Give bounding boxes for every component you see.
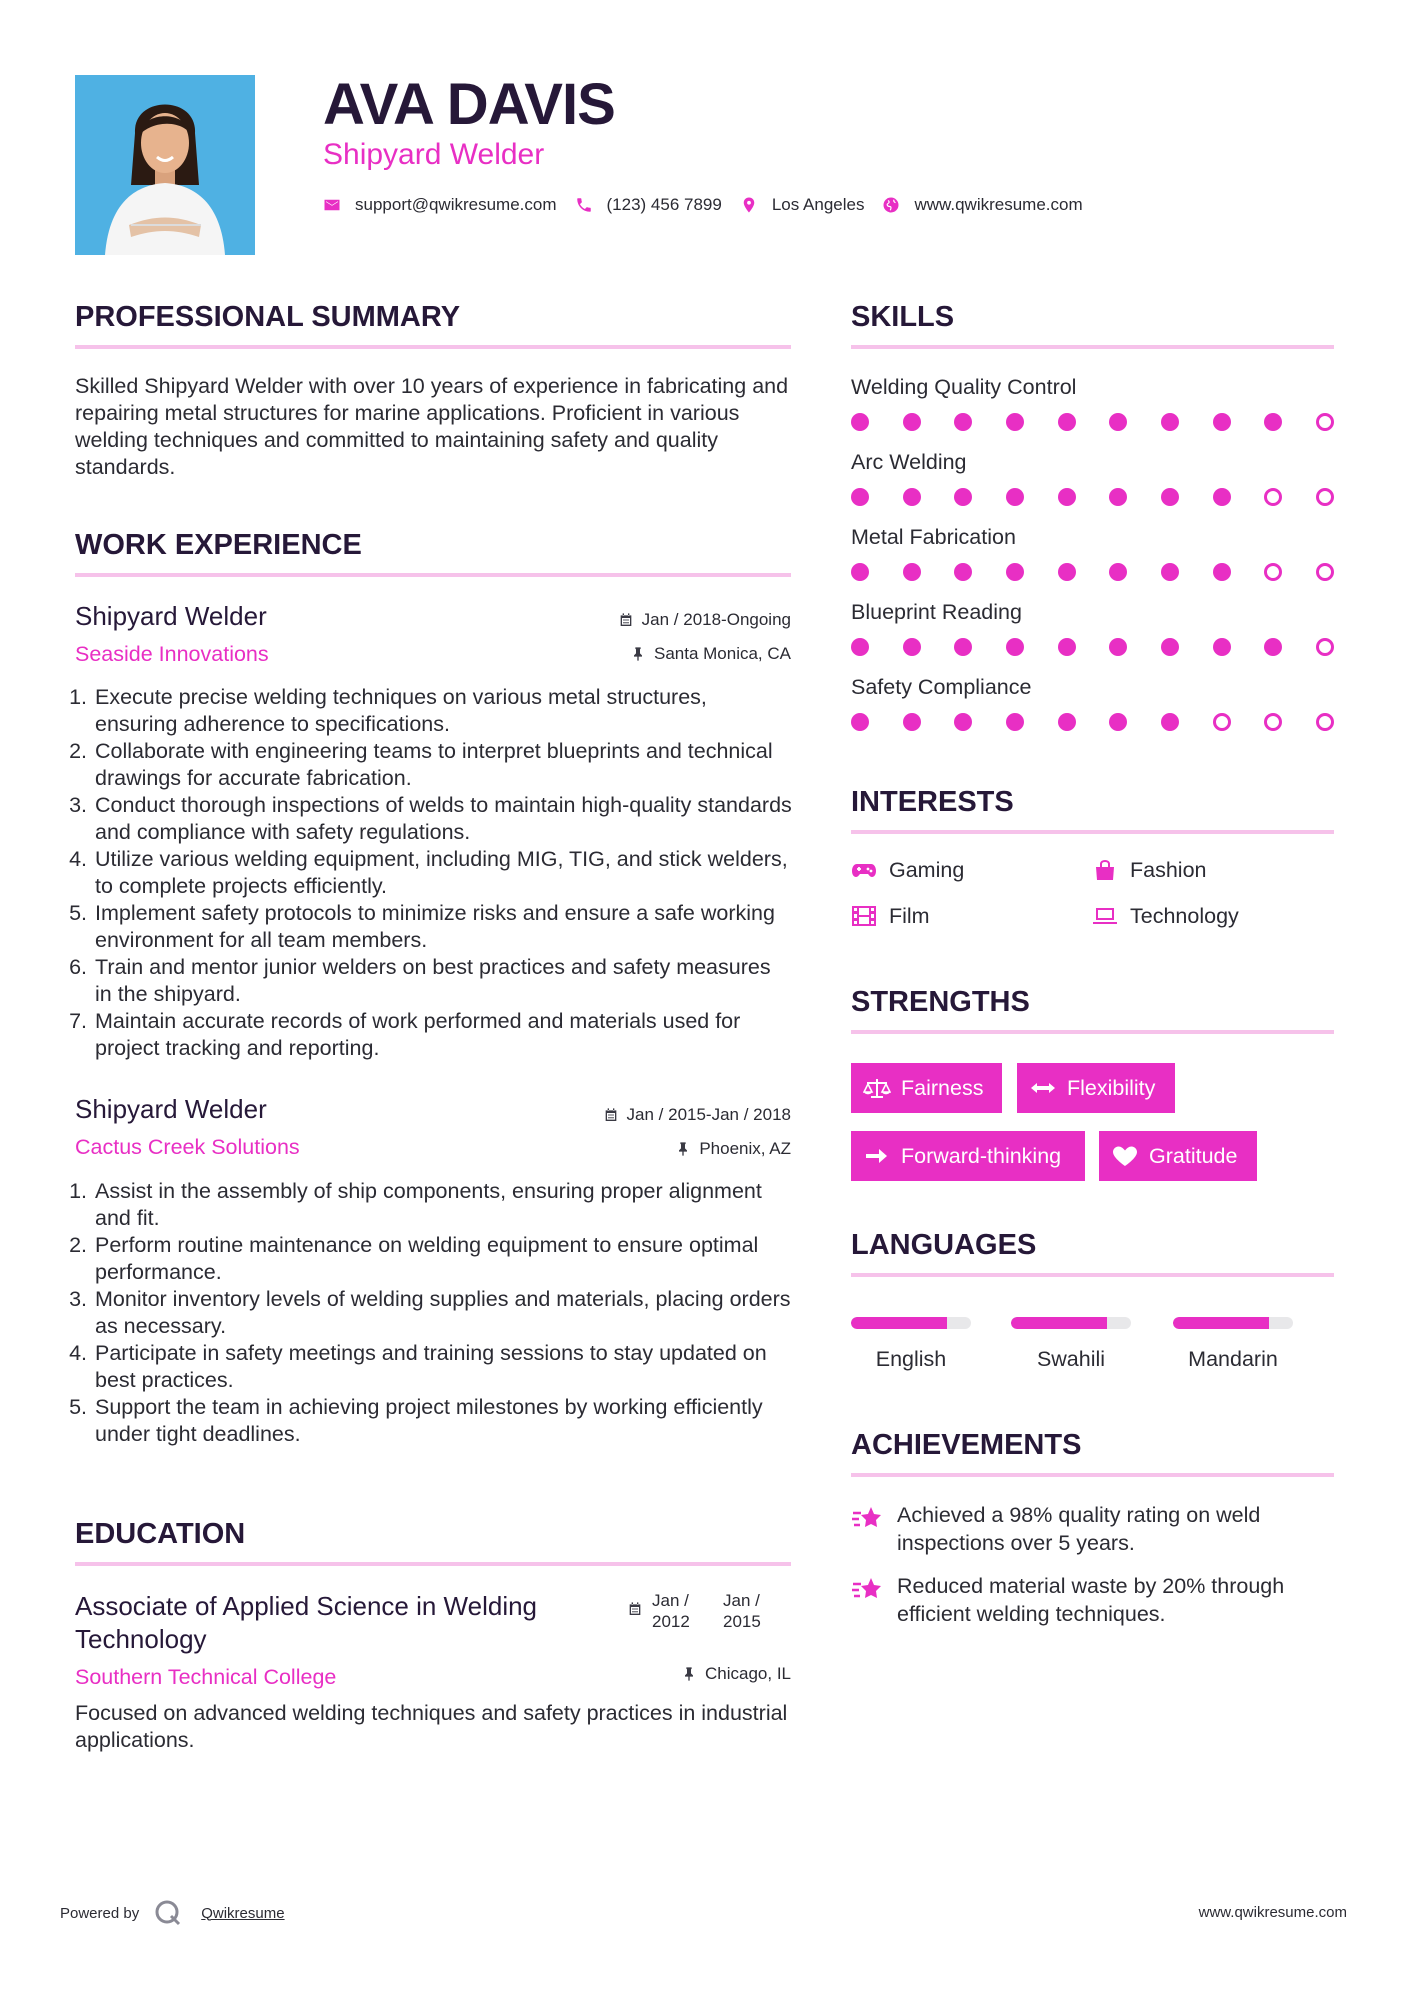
- globe-icon: [882, 196, 900, 214]
- skill-dot-filled: [1058, 413, 1076, 431]
- skill-dot-filled: [1213, 563, 1231, 581]
- job-1-duty: 3. Conduct thorough inspections of welds to maintain high-quality standards and compliance with safety regulations.: [93, 792, 793, 846]
- skill-dot-filled: [1213, 638, 1231, 656]
- skill-dot-filled: [903, 713, 921, 731]
- skill-dot-empty: [1264, 488, 1282, 506]
- skill-dot-filled: [851, 713, 869, 731]
- job-1-dates-text: Jan / 2018-Ongoing: [641, 610, 791, 629]
- achievement-text: Achieved a 98% quality rating on weld inspections over 5 years.: [897, 1503, 1261, 1555]
- skill-dot-filled: [1109, 488, 1127, 506]
- job-2-duty: 4. Participate in safety meetings and training sessions to stay updated on best practices.: [93, 1340, 803, 1394]
- achievement-item: [851, 1572, 1334, 1628]
- skill-dot-filled: [1006, 563, 1024, 581]
- skill-dot-filled: [1161, 488, 1179, 506]
- skill-dot-empty: [1316, 638, 1334, 656]
- experience-divider: [75, 573, 791, 577]
- skill-dot-filled: [1109, 713, 1127, 731]
- skill-name: Arc Welding: [851, 450, 967, 474]
- languages-divider: [851, 1273, 1334, 1277]
- interest-label: Gaming: [889, 858, 965, 882]
- skills-divider: [851, 345, 1334, 349]
- skill-dot-filled: [1058, 488, 1076, 506]
- job-2-duty: 2. Perform routine maintenance on welding equipment to ensure optimal performance.: [93, 1232, 803, 1286]
- email-text: support@qwikresume.com: [355, 195, 557, 214]
- skill-dot-filled: [954, 413, 972, 431]
- candidate-name: AVA DAVIS: [323, 72, 615, 137]
- powered-by-text: Powered by: [60, 1904, 140, 1922]
- interest-label: Technology: [1130, 904, 1239, 928]
- skill-dot-filled: [1058, 563, 1076, 581]
- interests-divider: [851, 830, 1334, 834]
- shooting-star-icon: [851, 1503, 885, 1533]
- strength-badge: [851, 1131, 1085, 1181]
- education-description: Focused on advanced welding techniques and safety practices in industrial applications.: [75, 1701, 788, 1752]
- skill-dot-filled: [1161, 638, 1179, 656]
- calendar-icon: [618, 612, 634, 628]
- strength-badge: [851, 1063, 1002, 1113]
- language-level-fill: [851, 1317, 947, 1329]
- education-divider: [75, 1562, 791, 1566]
- skill-dot-filled: [1161, 713, 1179, 731]
- edu-location-text: Chicago, IL: [705, 1664, 791, 1683]
- skill-dot-filled: [1109, 563, 1127, 581]
- strength-badge: [1099, 1131, 1257, 1181]
- skill-dot-filled: [954, 563, 972, 581]
- portrait-illustration: [75, 75, 255, 255]
- summary-heading: PROFESSIONAL SUMMARY: [75, 301, 461, 333]
- skill-dot-filled: [1006, 638, 1024, 656]
- job-2-location-text: Phoenix, AZ: [699, 1139, 791, 1158]
- balance-scale-icon: [863, 1077, 891, 1099]
- interest-label: Fashion: [1130, 858, 1207, 882]
- envelope-icon: [323, 196, 341, 214]
- skill-dot-empty: [1316, 713, 1334, 731]
- job-1-location-text: Santa Monica, CA: [653, 644, 791, 663]
- strengths-heading: STRENGTHS: [851, 986, 1030, 1018]
- skill-dot-empty: [1316, 488, 1334, 506]
- job-1-duty: 1. Execute precise welding techniques on various metal structures, ensuring adherence to specifications.: [93, 684, 793, 738]
- strength-badge: [1017, 1063, 1175, 1113]
- language-level-fill: [1011, 1317, 1107, 1329]
- arrows-horizontal-icon: [1029, 1077, 1057, 1099]
- degree-title: Associate of Applied Science in Welding Technology: [75, 1591, 538, 1654]
- language-level-bar: [1011, 1317, 1131, 1329]
- education-heading: EDUCATION: [75, 1518, 246, 1550]
- skill-dot-filled: [1109, 638, 1127, 656]
- job-2-title: Shipyard Welder: [75, 1094, 267, 1124]
- achievement-text: Reduced material waste by 20% through efficient welding techniques.: [897, 1574, 1285, 1626]
- skill-dot-empty: [1316, 413, 1334, 431]
- edu-end-month: Jan /: [723, 1591, 760, 1610]
- edu-start-month: Jan /: [652, 1591, 689, 1610]
- skill-name: Welding Quality Control: [851, 375, 1077, 399]
- achievements-heading: ACHIEVEMENTS: [851, 1429, 1082, 1461]
- skill-dot-filled: [1006, 713, 1024, 731]
- interest-item: [1092, 902, 1239, 930]
- skill-rating: [851, 412, 1334, 432]
- strength-label: Gratitude: [1149, 1143, 1238, 1168]
- candidate-title: Shipyard Welder: [323, 138, 545, 171]
- job-2-company: Cactus Creek Solutions: [75, 1135, 300, 1159]
- job-2-duties: [75, 1178, 803, 1448]
- qwikresume-link[interactable]: Qwikresume: [201, 1904, 285, 1922]
- job-1-duty: 2. Collaborate with engineering teams to interpret blueprints and technical drawings for accurate fabrication.: [93, 738, 793, 792]
- contact-bar: [323, 192, 1101, 218]
- calendar-icon: [627, 1601, 643, 1617]
- skill-dot-empty: [1316, 563, 1334, 581]
- language-name: Swahili: [1036, 1347, 1106, 1371]
- strength-label: Fairness: [901, 1075, 984, 1100]
- skill-dot-filled: [851, 488, 869, 506]
- film-icon: [851, 905, 877, 927]
- skill-dot-empty: [1264, 713, 1282, 731]
- job-1-duty: 4. Utilize various welding equipment, including MIG, TIG, and stick welders, to complete projects efficiently.: [93, 846, 793, 900]
- interests-heading: INTERESTS: [851, 786, 1014, 818]
- interest-label: Film: [889, 904, 930, 928]
- language-name: English: [875, 1347, 947, 1371]
- interest-item: [851, 902, 930, 930]
- edu-location: [681, 1663, 791, 1685]
- job-1-duty: 7. Maintain accurate records of work performed and materials used for project tracking and reporting.: [93, 1008, 793, 1062]
- pushpin-icon: [681, 1666, 697, 1682]
- skill-dot-filled: [903, 563, 921, 581]
- skill-dot-filled: [851, 563, 869, 581]
- job-2-duty: 3. Monitor inventory levels of welding supplies and materials, placing orders as necessary.: [93, 1286, 803, 1340]
- interest-item: [1092, 856, 1207, 884]
- school-name: Southern Technical College: [75, 1665, 337, 1689]
- experience-heading: WORK EXPERIENCE: [75, 529, 362, 561]
- contact-location: [740, 195, 865, 215]
- skill-dot-filled: [954, 713, 972, 731]
- summary-text: Skilled Shipyard Welder with over 10 years of experience in fabricating and repairing metal structures for marine applications. Proficient in various welding techniques and committed to maintaining safety and quality standards.: [75, 374, 789, 479]
- website-text: www.qwikresume.com: [914, 195, 1083, 214]
- strength-label: Flexibility: [1067, 1075, 1156, 1100]
- job-2-duty: 1. Assist in the assembly of ship components, ensuring proper alignment and fit.: [93, 1178, 803, 1232]
- profile-photo: [75, 75, 255, 255]
- map-pin-icon: [740, 196, 758, 214]
- gamepad-icon: [851, 859, 877, 881]
- pushpin-icon: [675, 1141, 691, 1157]
- skill-dot-empty: [1213, 713, 1231, 731]
- language-name: Mandarin: [1188, 1347, 1278, 1371]
- job-1-title: Shipyard Welder: [75, 601, 267, 631]
- skill-rating: [851, 712, 1334, 732]
- strengths-divider: [851, 1030, 1334, 1034]
- skill-dot-filled: [954, 638, 972, 656]
- qwikresume-logo-icon: [153, 1898, 183, 1928]
- contact-email[interactable]: [323, 195, 557, 215]
- skill-dot-filled: [1006, 413, 1024, 431]
- job-1-duty: 5. Implement safety protocols to minimize risks and ensure a safe working environment for all team members.: [93, 900, 793, 954]
- location-text: Los Angeles: [771, 195, 865, 214]
- job-1-duties: [75, 684, 793, 1062]
- calendar-icon: [603, 1107, 619, 1123]
- skill-name: Blueprint Reading: [851, 600, 1022, 624]
- skill-dot-filled: [903, 638, 921, 656]
- skill-dot-filled: [1213, 488, 1231, 506]
- skill-dot-empty: [1264, 563, 1282, 581]
- job-1-location: [630, 643, 791, 665]
- skill-dot-filled: [1006, 488, 1024, 506]
- phone-icon: [575, 196, 593, 214]
- skill-rating: [851, 487, 1334, 507]
- job-2-location: [675, 1138, 791, 1160]
- laptop-icon: [1092, 905, 1118, 927]
- skill-dot-filled: [1213, 413, 1231, 431]
- contact-phone[interactable]: [575, 195, 722, 215]
- languages-heading: LANGUAGES: [851, 1229, 1037, 1261]
- footer-powered-by: [60, 1898, 285, 1928]
- shopping-bag-icon: [1092, 859, 1118, 881]
- job-1-duty: 6. Train and mentor junior welders on best practices and safety measures in the shipyard.: [93, 954, 793, 1008]
- skill-dot-filled: [1058, 638, 1076, 656]
- footer-website[interactable]: www.qwikresume.com: [1198, 1904, 1347, 1921]
- skill-rating: [851, 562, 1334, 582]
- language-level-bar: [1173, 1317, 1293, 1329]
- language-level-fill: [1173, 1317, 1269, 1329]
- contact-website[interactable]: [882, 195, 1082, 215]
- skill-dot-filled: [1264, 638, 1282, 656]
- skill-dot-filled: [1264, 413, 1282, 431]
- job-2-duty: 5. Support the team in achieving project milestones by working efficiently under tight deadlines.: [93, 1394, 803, 1448]
- skill-dot-filled: [903, 488, 921, 506]
- skill-name: Safety Compliance: [851, 675, 1032, 699]
- job-1-dates: [618, 609, 791, 631]
- interest-item: [851, 856, 964, 884]
- edu-start-year: 2012: [652, 1612, 690, 1631]
- pushpin-icon: [630, 646, 646, 662]
- achievements-divider: [851, 1473, 1334, 1477]
- skill-dot-filled: [1109, 413, 1127, 431]
- phone-text: (123) 456 7899: [606, 195, 722, 214]
- skill-dot-filled: [954, 488, 972, 506]
- skill-name: Metal Fabrication: [851, 525, 1016, 549]
- shooting-star-icon: [851, 1574, 885, 1604]
- summary-divider: [75, 345, 791, 349]
- edu-end-year: 2015: [723, 1612, 761, 1631]
- skill-dot-filled: [1058, 713, 1076, 731]
- job-1-company: Seaside Innovations: [75, 642, 269, 666]
- skill-dot-filled: [851, 413, 869, 431]
- skill-dot-filled: [903, 413, 921, 431]
- strength-label: Forward-thinking: [901, 1143, 1062, 1168]
- skill-dot-filled: [1161, 563, 1179, 581]
- skill-dot-filled: [851, 638, 869, 656]
- arrow-right-icon: [863, 1145, 891, 1167]
- achievement-item: [851, 1501, 1334, 1557]
- skill-dot-filled: [1161, 413, 1179, 431]
- job-2-dates-text: Jan / 2015-Jan / 2018: [626, 1105, 791, 1124]
- heart-icon: [1111, 1145, 1139, 1167]
- language-level-bar: [851, 1317, 971, 1329]
- skill-rating: [851, 637, 1334, 657]
- job-2-dates: [603, 1104, 791, 1126]
- skills-heading: SKILLS: [851, 301, 955, 333]
